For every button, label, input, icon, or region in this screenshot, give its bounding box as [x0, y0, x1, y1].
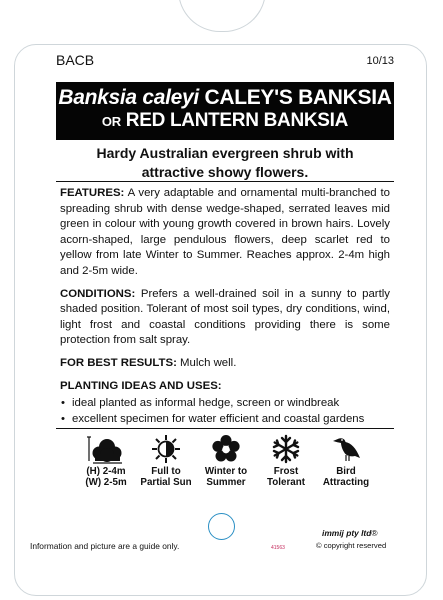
- icon-caption: Winter to Summer: [204, 466, 248, 488]
- features-text: A very adaptable and ornamental multi-branched to spreading shrub with dense wedge-shaped, serrated leaves mid green in colour with young growth covered in brown hairs. Lovely acorn-shaped, large pendulous flowers, deep scarlet red to yellow from late Winter to Summer. Reaches approx. 2-4m high and 2-5m wide.: [60, 187, 390, 277]
- common-name-1: CALEY'S BANKSIA: [204, 86, 392, 109]
- description: [60, 186, 390, 427]
- divider-bottom: [56, 428, 394, 429]
- icon-caption: Frost Tolerant: [267, 466, 305, 488]
- or-label: OR: [101, 114, 121, 129]
- punch-hole-circle: [208, 513, 235, 540]
- title-line-2: [56, 109, 394, 134]
- conditions-heading: CONDITIONS:: [60, 287, 136, 300]
- page-number: 10/13: [366, 55, 394, 67]
- list-item: • ideal planted as informal hedge, screen or windbreak: [60, 396, 390, 412]
- conditions-paragraph: [60, 287, 390, 349]
- flower-icon: [211, 434, 241, 464]
- icon-strip: [78, 434, 378, 494]
- features-heading: FEATURES:: [60, 187, 125, 199]
- conditions-text: Prefers a well-drained soil in a sunny to partly shaded position. Tolerant of most soil types, dry conditions, wind, light frost and coastal conditions providing there is some protection from salt spray.: [60, 287, 390, 347]
- list-item: • excellent specimen for water efficient and coastal gardens: [60, 412, 390, 428]
- disclaimer: Information and picture are a guide only.: [30, 541, 180, 551]
- hang-tab: [178, 0, 266, 32]
- icon-cell-size: [78, 434, 134, 488]
- sun-icon: [151, 434, 181, 464]
- best-results-text: Mulch well.: [180, 356, 237, 369]
- common-name-2: RED LANTERN BANKSIA: [125, 110, 349, 131]
- bird-icon: [329, 434, 363, 464]
- icon-cell-sun: [138, 434, 194, 488]
- best-results-heading: FOR BEST RESULTS:: [60, 356, 177, 369]
- planting-list: [60, 396, 390, 427]
- features-paragraph: [60, 186, 390, 280]
- icon-caption: Full to Partial Sun: [140, 466, 192, 488]
- title-line-1: [56, 87, 394, 109]
- icon-cell-bird: [318, 434, 374, 488]
- brand-logo: immij pty ltd®: [322, 528, 378, 538]
- shrub-size-icon: [87, 434, 125, 464]
- icon-caption: Bird Attracting: [322, 466, 370, 488]
- tag-header: [56, 52, 394, 68]
- planting-heading: PLANTING IDEAS AND USES:: [60, 379, 222, 392]
- divider-top: [56, 181, 394, 182]
- icon-caption: (H) 2-4m (W) 2-5m: [85, 466, 127, 488]
- botanical-name: Banksia caleyi: [58, 86, 199, 109]
- title-banner: [56, 82, 394, 140]
- best-results-paragraph: [60, 356, 390, 372]
- subtitle: Hardy Australian evergreen shrub with attractive showy flowers.: [96, 145, 354, 180]
- copyright-notice: © copyright reserved: [316, 541, 387, 550]
- product-code: BACB: [56, 52, 95, 68]
- print-stamp: 41563: [271, 545, 285, 551]
- icon-cell-flower: [198, 434, 254, 488]
- icon-cell-frost: [258, 434, 314, 488]
- snowflake-icon: [271, 434, 301, 464]
